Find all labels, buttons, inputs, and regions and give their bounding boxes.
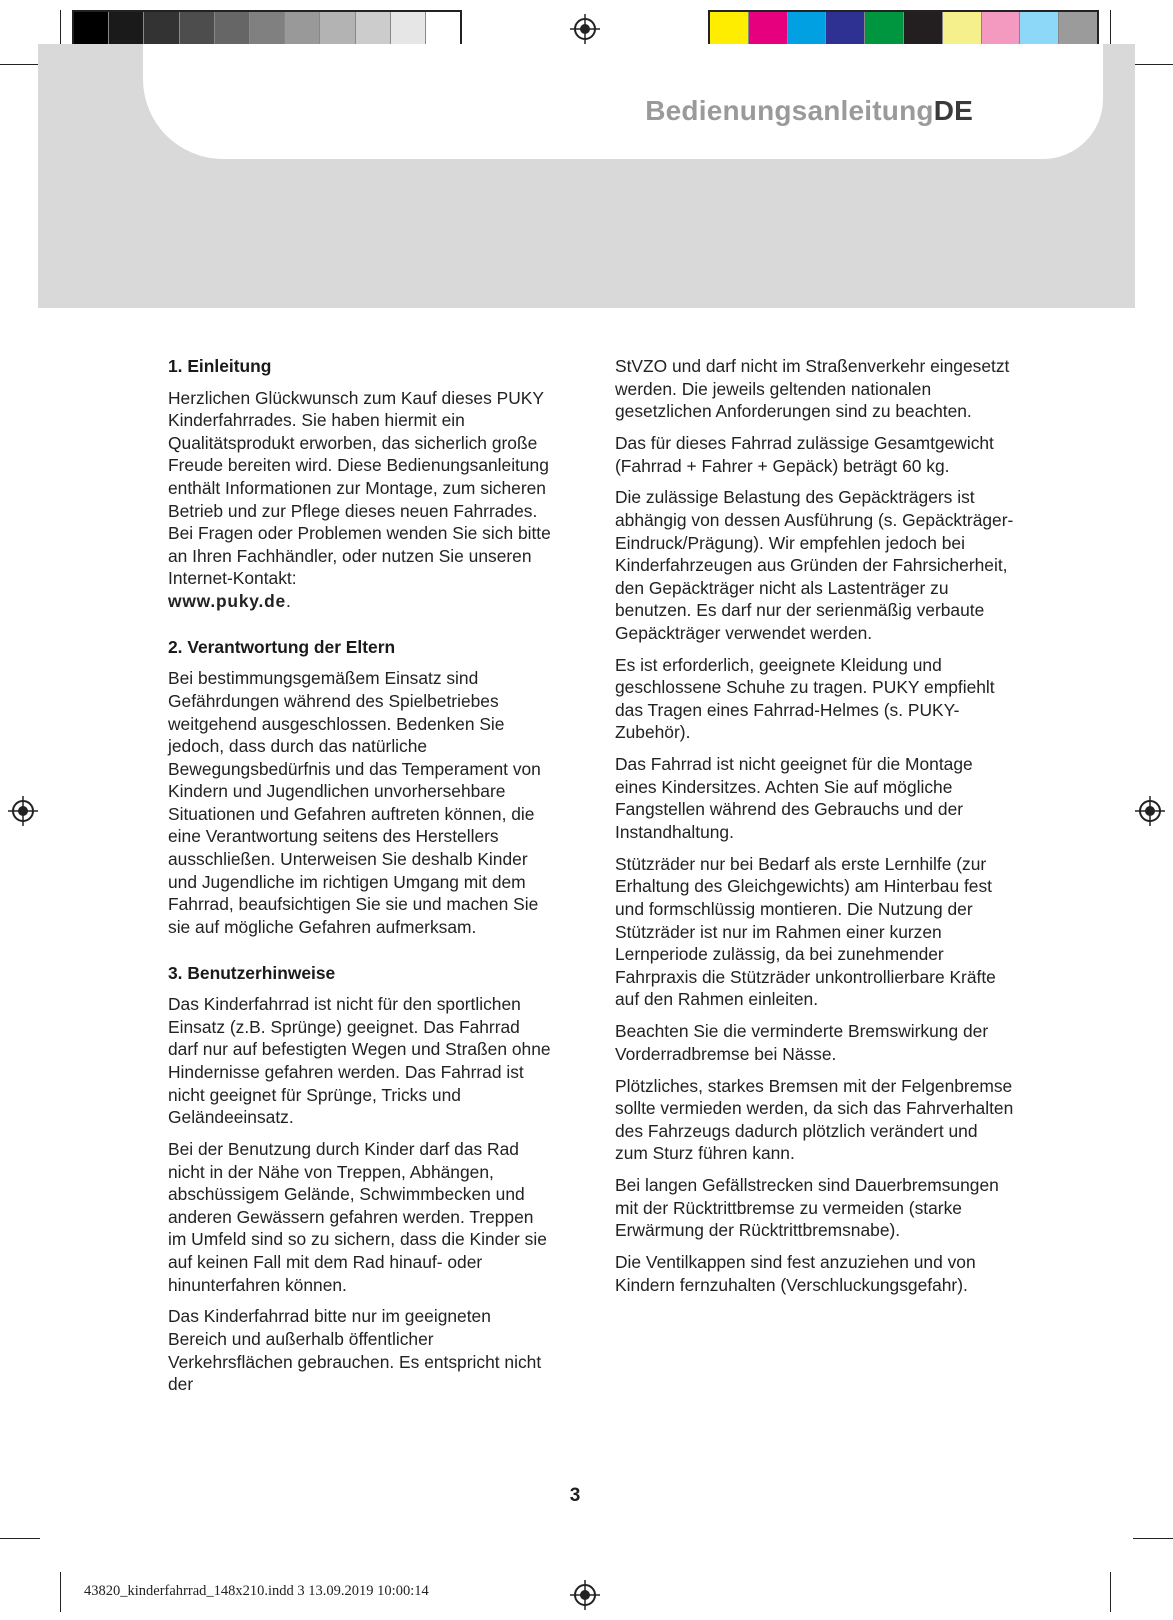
- page-title: [645, 95, 973, 127]
- crop-mark: [0, 64, 40, 65]
- right-column: [615, 355, 1015, 1305]
- paragraph: Das Kinderfahrrad ist nicht für den sportlichen Einsatz (z.B. Sprünge) geeignet. Das Fahrrad darf nur auf befestigten Wegen und Straßen ohne Hindernisse gefahren werden. Das Fahrrad ist nicht geeignet für Sprünge, Tricks und Geländeeinsatz.: [168, 994, 551, 1128]
- paragraph: Beachten Sie die verminderte Bremswirkung der Vorderradbremse bei Nässe.: [615, 1021, 989, 1064]
- registration-mark-icon: [1135, 796, 1165, 826]
- crop-mark: [0, 1538, 40, 1539]
- color-swatch: [425, 12, 460, 44]
- color-swatch: [143, 12, 178, 44]
- website-link[interactable]: www.puky.de: [168, 590, 286, 611]
- paragraph: StVZO und darf nicht im Straßenverkehr eingesetzt werden. Die jeweils geltenden nationalen gesetzlichen Anforderungen sind zu beachten.: [615, 356, 1010, 422]
- crop-mark: [60, 10, 61, 46]
- print-slug: 43820_kinderfahrrad_148x210.indd 3 13.09.2019 10:00:14: [84, 1583, 429, 1599]
- color-swatch: [319, 12, 354, 44]
- color-swatch: [74, 12, 108, 44]
- paragraph: Stützräder nur bei Bedarf als erste Lernhilfe (zur Erhaltung des Gleichgewichts) am Hinterbau fest und formschlüssig montieren. Die Nutzung der Stützräder ist nur im Rahmen einer kurzen Lernperiode zulässig, da bei zunehmender Fahrpraxis die Stützräder unkontrollierbare Kräfte auf den Rahmen einleiten.: [615, 853, 996, 1010]
- color-swatch: [864, 12, 903, 44]
- crop-mark: [1110, 10, 1111, 46]
- color-calibration-bar: [708, 10, 1099, 46]
- color-swatch: [981, 12, 1020, 44]
- paragraph: Bei der Benutzung durch Kinder darf das Rad nicht in der Nähe von Treppen, Abhängen, abschüssigem Gelände, Schwimmbecken und anderen Gewässern gefahren werden. Treppen im Umfeld sind so zu sichern, dass die Kinder sie auf keinen Fall mit dem Rad hinauf- oder hinunterfahren können.: [168, 1138, 547, 1295]
- crop-mark: [1133, 1538, 1173, 1539]
- paragraph: Plötzliches, starkes Bremsen mit der Felgenbremse sollte vermieden werden, da sich das Fahrverhalten des Fahrzeugs dadurch plötzlich verändert und zum Sturz führen kann.: [615, 1075, 1014, 1164]
- color-swatch: [249, 12, 284, 44]
- color-swatch: [787, 12, 826, 44]
- color-swatch: [825, 12, 864, 44]
- paragraph: Es ist erforderlich, geeignete Kleidung und geschlossene Schuhe zu tragen. PUKY empfiehlt das Tragen eines Fahrrad-Helmes (s. PUKY-Zubehör).: [615, 654, 995, 743]
- color-swatch: [355, 12, 390, 44]
- paragraph: Bei bestimmungsgemäßem Einsatz sind Gefährdungen während des Spielbetriebes weitgehend ausgeschlossen. Bedenken Sie jedoch, dass durch das natürliche Bewegungsbedürfnis und das Temperament von Kindern und Jugendlichen unvorhersehbare Situationen und Gefahren auftreten können, die eine Verantwortung seitens des Herstellers ausschließen. Unterweisen Sie deshalb Kinder und Jugendliche im richtigen Umgang mit dem Fahrrad, beaufsichtigen Sie sie und machen Sie sie auf mögliche Gefahren aufmerksam.: [168, 668, 541, 937]
- registration-mark-icon: [8, 796, 38, 826]
- color-swatch: [214, 12, 249, 44]
- color-swatch: [710, 12, 748, 44]
- section-heading: 1. Einleitung: [168, 356, 272, 376]
- color-swatch: [748, 12, 787, 44]
- paragraph: Die Ventilkappen sind fest anzuziehen und von Kindern fernzuhalten (Verschluckungsgefahr).: [615, 1252, 976, 1295]
- color-swatch: [1058, 12, 1097, 44]
- crop-mark: [60, 1572, 61, 1612]
- registration-mark-icon: [570, 14, 600, 44]
- color-swatch: [179, 12, 214, 44]
- color-swatch: [284, 12, 319, 44]
- color-swatch: [942, 12, 981, 44]
- color-swatch: [108, 12, 143, 44]
- crop-mark: [1110, 1572, 1111, 1612]
- crop-mark: [1133, 64, 1173, 65]
- paragraph: Die zulässige Belastung des Gepäckträgers ist abhängig von dessen Ausführung (s. Gepäckträger-Eindruck/Prägung). Wir empfehlen jedoch bei Kinderfahrzeugen aus Gründen der Fahrsicherheit, den Gepäckträger nicht als Lastenträger zu benutzen. Es darf nur der serienmäßig verbaute Gepäckträger verwendet werden.: [615, 487, 1014, 643]
- paragraph-text: Herzlichen Glückwunsch zum Kauf dieses PUKY Kinderfahrrades. Sie haben hiermit ein Qualitätsprodukt erworben, das sicherlich große Freude bereiten wird. Diese Bedienungsanleitung enthält Informationen zur Montage, zum sicheren Betrieb und zur Pflege dieses neuen Fahrrades. Bei Fragen oder Problemen wenden Sie sich bitte an Ihren Fachhändler, oder nutzen Sie unseren Internet-Kontakt:: [168, 387, 551, 589]
- section-heading: 2. Verantwortung der Eltern: [168, 636, 396, 657]
- color-swatch: [1019, 12, 1058, 44]
- paragraph: Bei langen Gefällstrecken sind Dauerbremsungen mit der Rücktrittbremse zu vermeiden (starke Erwärmung der Rücktrittbremsnabe).: [615, 1175, 999, 1241]
- paragraph: Herzlichen Glückwunsch zum Kauf dieses PUKY Kinderfahrrades. Sie haben hiermit ein Qualitätsprodukt erworben, das sicherlich große Freude bereiten wird. Diese Bedienungsanleitung enthält Informationen zur Montage, zum sicheren Betrieb und zur Pflege dieses neuen Fahrrades. Bei Fragen oder Problemen wenden Sie sich bitte an Ihren Fachhändler, oder nutzen Sie unseren Internet-Kontakt: www.puky.de.: [168, 387, 551, 611]
- title-language: DE: [933, 95, 973, 126]
- section-heading: 3. Benutzerhinweise: [168, 962, 336, 983]
- grayscale-calibration-bar: [72, 10, 462, 46]
- color-swatch: [390, 12, 425, 44]
- page-number: 3: [569, 1485, 581, 1506]
- paragraph: Das Fahrrad ist nicht geeignet für die Montage eines Kindersitzes. Achten Sie auf mögliche Fangstellen während des Gebrauchs und der Instandhaltung.: [615, 754, 973, 843]
- paragraph: Das für dieses Fahrrad zulässige Gesamtgewicht (Fahrrad + Fahrer + Gepäck) beträgt 60 kg.: [615, 432, 994, 476]
- left-column: [168, 355, 553, 1405]
- registration-mark-icon: [570, 1580, 600, 1610]
- paragraph: Das Kinderfahrrad bitte nur im geeigneten Bereich und außerhalb öffentlicher Verkehrsflächen gebrauchen. Es entspricht nicht der: [168, 1306, 542, 1395]
- title-main: Bedienungsanleitung: [645, 95, 934, 126]
- color-swatch: [903, 12, 942, 44]
- header-band: [38, 44, 1135, 308]
